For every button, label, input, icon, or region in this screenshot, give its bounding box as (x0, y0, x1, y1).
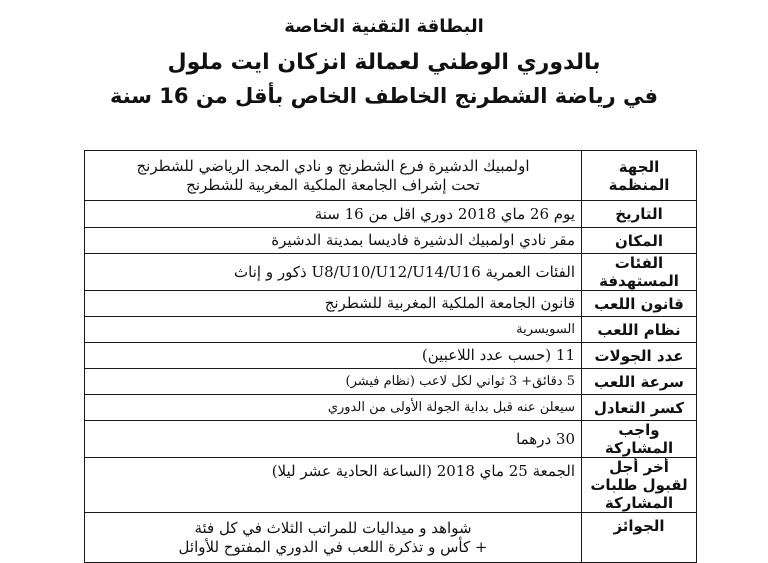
table-row-prizes (85, 513, 697, 563)
row-label: الجوائز (582, 513, 697, 563)
row-value (85, 343, 582, 369)
table-row-time-control (85, 369, 697, 395)
row-value (85, 254, 582, 291)
row-value (85, 201, 582, 228)
row-value (85, 317, 582, 343)
row-value-line: تحت إشراف الجامعة الملكية المغربية للشطرنج (186, 175, 480, 194)
document-subtitle: بالدوري الوطني لعمالة انزكان ايت ملول (167, 50, 601, 75)
document-subtitle-secondary: في رياضة الشطرنج الخاطف الخاص بأقل من 16 سنة (110, 84, 658, 108)
row-value-line: 11 (حسب عدد اللاعبين) (421, 346, 575, 364)
row-value (85, 369, 582, 395)
row-label: كسر التعادل (582, 395, 697, 421)
table-row-organizer (85, 151, 697, 201)
row-label: الفئات المستهدفة (582, 254, 697, 291)
row-value (85, 291, 582, 317)
row-label: التاريخ (582, 201, 697, 228)
row-value (85, 151, 582, 201)
row-value-line: + كأس و تذكرة اللعب في الدوري المفتوح للأوائل (178, 537, 488, 556)
row-value-line: 5 دقائق+ 3 ثواني لكل لاعب (نظام فيشر) (345, 374, 575, 389)
row-label: عدد الجولات (582, 343, 697, 369)
table-row-date (85, 201, 697, 228)
row-label: سرعة اللعب (582, 369, 697, 395)
table-row-rounds (85, 343, 697, 369)
row-value-line: الجمعة 25 ماي 2018 (الساعة الحادية عشر ليلا) (271, 462, 575, 480)
row-value (85, 395, 582, 421)
row-label: المكان (582, 228, 697, 254)
row-value-line: شواهد و ميداليات للمراتب الثلاث في كل فئة (194, 518, 472, 537)
table-row-rules (85, 291, 697, 317)
row-value-line: اولمبيك الدشيرة فرع الشطرنج و نادي المجد الرياضي للشطرنج (136, 156, 530, 175)
table-row-venue (85, 228, 697, 254)
table-row-categories (85, 254, 697, 291)
table-row-deadline (85, 458, 697, 513)
row-label: الجهة المنظمة (582, 151, 697, 201)
table-row-system (85, 317, 697, 343)
row-value (85, 228, 582, 254)
row-value (85, 421, 582, 458)
document-title: البطاقة التقنية الخاصة (284, 16, 484, 37)
row-value-line: سيعلن عنه قبل بداية الجولة الأولى من الدوري (327, 400, 575, 415)
technical-sheet-table (84, 150, 697, 563)
row-value-line: 30 درهما (516, 429, 575, 448)
row-label: قانون اللعب (582, 291, 697, 317)
table-row-tiebreak (85, 395, 697, 421)
row-value-line: قانون الجامعة الملكية المغربية للشطرنج (324, 294, 575, 312)
row-label: نظام اللعب (582, 317, 697, 343)
row-value (85, 458, 582, 513)
row-value-line: السويسرية (516, 322, 575, 337)
row-value-line: مقر نادي اولمبيك الدشيرة فاديسا بمدينة الدشيرة (271, 231, 575, 249)
row-value-line: الفئات العمرية U8/U10/U12/U14/U16 ذكور و إناث (234, 262, 575, 281)
table-row-fee (85, 421, 697, 458)
row-value (85, 513, 582, 563)
row-label: أخر أجل لقبول طلبات المشاركة (582, 458, 697, 513)
row-label: واجب المشاركة (582, 421, 697, 458)
row-value-line: يوم 26 ماي 2018 دوري اقل من 16 سنة (314, 204, 575, 223)
